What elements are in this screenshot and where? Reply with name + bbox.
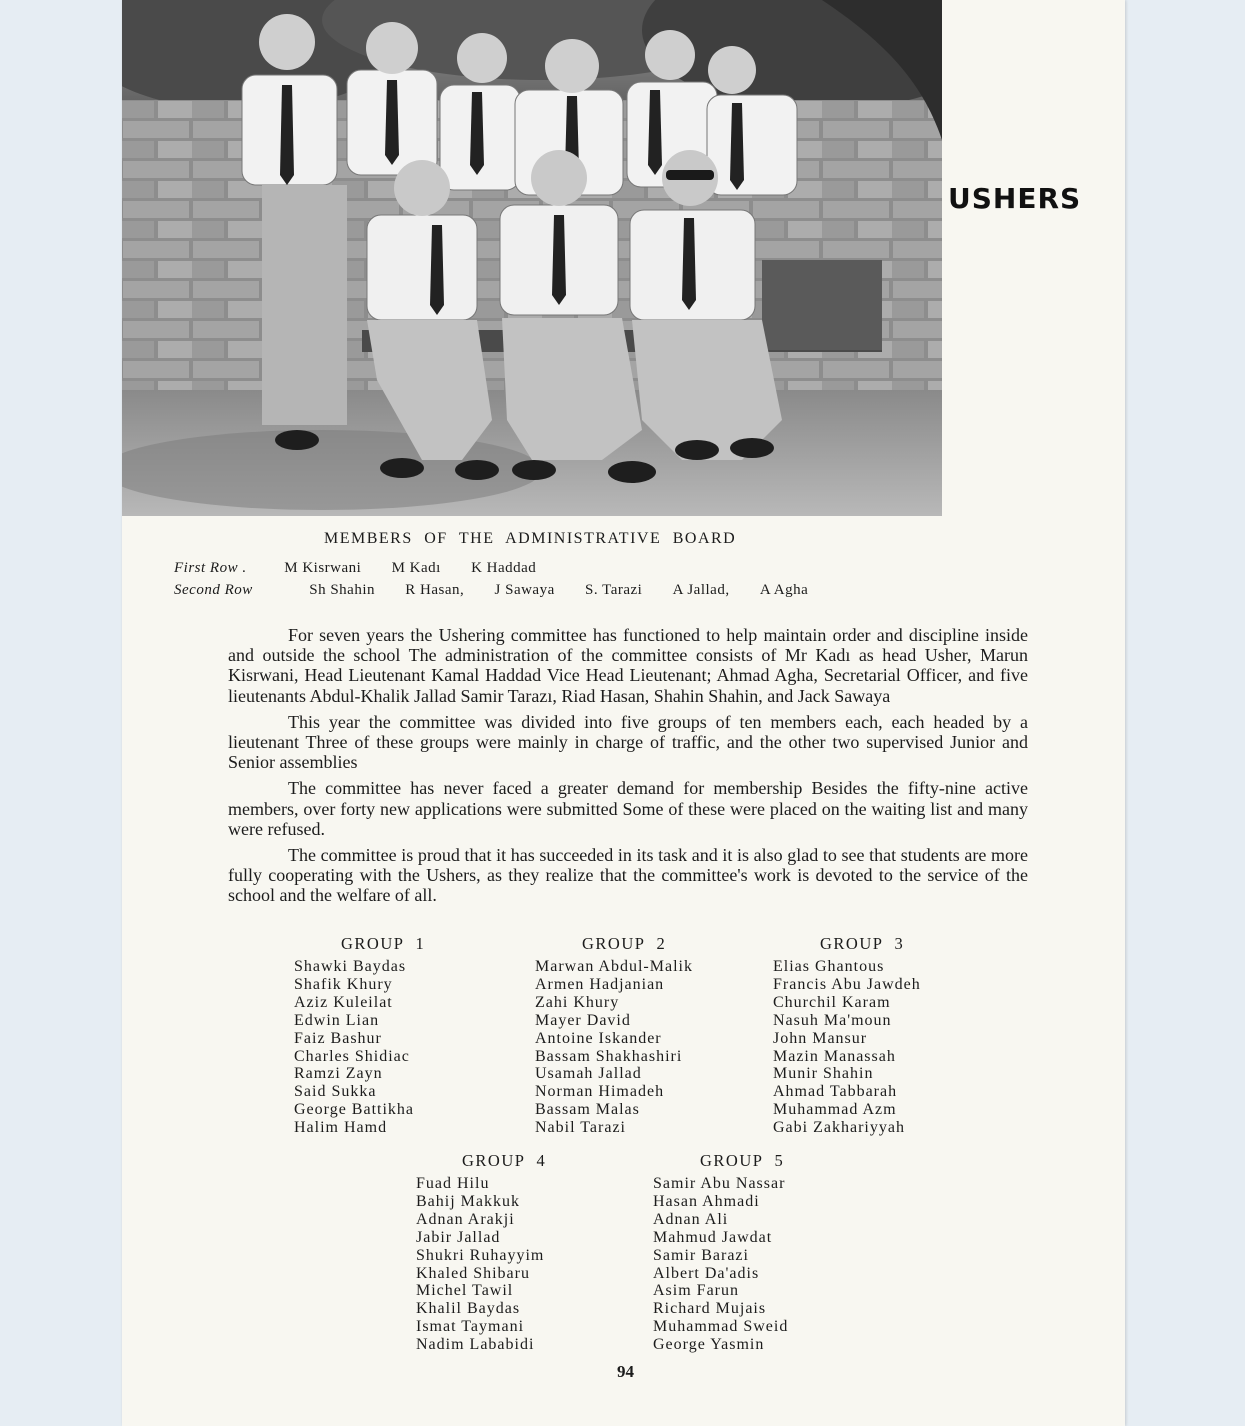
member-name: Adnan Ali [653,1210,729,1228]
member-name: Samir Barazi [653,1246,749,1264]
group-heading: GROUP 2 [582,934,667,953]
member-name: Shawki Baydas [294,958,407,975]
second-row-name: R Hasan, [405,582,465,598]
paragraph: For seven years the Ushering committee has functioned to help maintain order and discipline inside and outside the school The administration of the committee consists of Mr Kadı as head Usher, Marun Kisrwani, Head Lieutenant Kamal Haddad Vice Head Lieutenant; Ahmad Agha, Secretarial Officer, and five lieutenants Abdul-Khalik Jallad Samir Tarazı, Riad Hasan, Shahin Shahin, and Jack Sawaya [228,625,1028,706]
member-name: Khalil Baydas [416,1300,521,1318]
first-row-label: First Row . [174,560,247,576]
member-name: Mayer David [535,1011,631,1029]
member-name: Ismat Taymani [416,1318,525,1336]
member-name: Khaled Shibaru [416,1264,530,1282]
member-name: Michel Tawil [416,1282,514,1300]
member-name: Gabi Zakhariyyah [773,1119,905,1137]
member-name: Muhammad Azm [773,1101,897,1119]
member-name: Halim Hamd [294,1119,388,1137]
member-name: Norman Himadeh [535,1083,665,1101]
member-name: Mazin Manassah [773,1047,896,1065]
first-row-caption [174,560,562,577]
second-row-name: J Sawaya [494,582,555,598]
member-name: Nadim Lababidi [416,1336,535,1354]
group-list-5 [653,1151,788,1354]
member-name: Munir Shahin [773,1065,874,1083]
member-name: Samir Abu Nassar [653,1175,786,1192]
member-name: Usamah Jallad [535,1065,642,1083]
group-heading: GROUP 3 [820,934,905,953]
member-name: Jabir Jallad [416,1228,501,1246]
member-name: Asim Farun [653,1282,739,1300]
first-row-name: M Kisrwani [284,560,362,576]
group-list-3 [773,934,921,1137]
member-name: Adnan Arakji [416,1210,515,1228]
group-heading: GROUP 4 [462,1151,547,1170]
member-name: Fuad Hilu [416,1175,490,1192]
member-name: Marwan Abdul-Malik [535,958,693,975]
member-name: Charles Shidiac [294,1047,410,1065]
member-name: George Yasmin [653,1336,765,1354]
photo-caption-heading: MEMBERS OF THE ADMINISTRATIVE BOARD [324,530,737,547]
second-row-name: Sh Shahin [309,582,376,598]
member-name: Churchil Karam [773,993,891,1011]
member-name: Shafik Khury [294,975,393,993]
group-heading: GROUP 5 [700,1151,785,1170]
member-name: Mahmud Jawdat [653,1228,773,1246]
paragraph: The committee is proud that it has succeeded in its task and it is also glad to see that students are more fully cooperating with the Ushers, as they realize that the committee's work is devoted to the service of the school and the welfare of all. [228,845,1028,906]
member-name: Hasan Ahmadi [653,1192,760,1210]
member-name: Shukri Ruhayyim [416,1246,545,1264]
group-heading: GROUP 1 [341,934,426,953]
member-name: Francis Abu Jawdeh [773,975,921,993]
member-name: Nabil Tarazi [535,1119,626,1137]
page-number: 94 [617,1362,634,1381]
section-title: USHERS [948,182,1082,215]
yearbook-page [122,0,1125,1426]
member-name: Said Sukka [294,1083,377,1101]
second-row-name: A Agha [759,582,809,598]
member-name: Albert Da'adis [653,1264,760,1282]
member-name: Ramzi Zayn [294,1065,383,1083]
member-name: Armen Hadjanian [535,975,665,993]
second-row-label: Second Row [174,582,253,598]
member-name: Elias Ghantous [773,958,885,975]
second-row-caption [174,582,834,599]
first-row-name: M Kadı [391,560,441,576]
group-photo [122,0,942,516]
paragraph: The committee has never faced a greater demand for membership Besides the fifty-nine active members, over forty new applications were submitted Some of these were placed on the waiting list and many were refused. [228,778,1028,839]
member-name: George Battikha [294,1101,415,1119]
member-name: Ahmad Tabbarah [773,1083,898,1101]
group-list-2 [535,934,693,1137]
group-list-4 [416,1151,546,1354]
second-row-name: A Jallad, [672,582,730,598]
paragraph: This year the committee was divided into five groups of ten members each, each headed by a lieutenant Three of these groups were mainly in charge of traffic, and the other two supervised Junior and Senior assemblies [228,711,1028,773]
member-name: Bahij Makkuk [416,1192,520,1210]
member-name: Muhammad Sweid [653,1318,789,1336]
member-name: Antoine Iskander [535,1029,662,1047]
first-row-name: K Haddad [471,560,537,576]
member-name: Richard Mujais [653,1300,767,1318]
member-name: Edwin Lian [294,1011,380,1029]
member-name: Faiz Bashur [294,1029,382,1047]
member-name: Nasuh Ma'moun [773,1011,892,1029]
group-list-1 [294,934,425,1137]
member-name: John Mansur [773,1029,868,1047]
article-body [228,625,1028,912]
second-row-name: S. Tarazi [585,582,643,598]
member-name: Bassam Shakhashiri [535,1047,683,1065]
member-name: Bassam Malas [535,1101,640,1119]
member-name: Zahi Khury [535,993,620,1011]
member-name: Aziz Kuleilat [294,993,393,1011]
